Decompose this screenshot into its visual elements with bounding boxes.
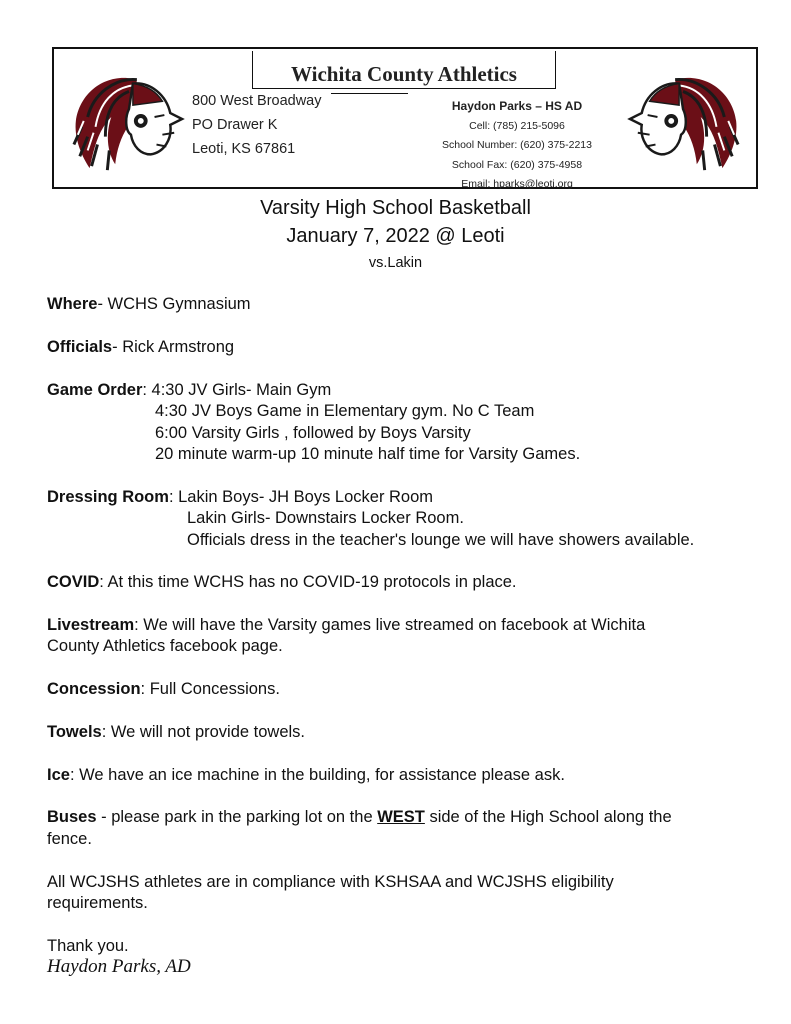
towels-line [47, 723, 305, 742]
address-line: 800 West Broadway [192, 93, 322, 109]
where-label: Where [47, 295, 98, 313]
where-line [47, 295, 251, 314]
school-number: School Number: (620) 375-2213 [441, 139, 592, 151]
game-order-label: Game Order [47, 381, 143, 399]
document-title: Varsity High School Basketball [260, 197, 531, 219]
title-rule [331, 93, 408, 94]
signature: Haydon Parks, AD [47, 956, 191, 977]
ice-line [47, 766, 565, 785]
where-text: - WCHS Gymnasium [97, 295, 251, 313]
school-address [192, 89, 322, 161]
opponent: vs.Lakin [368, 255, 423, 271]
address-line: PO Drawer K [192, 117, 278, 133]
buses-text: - please park in the parking lot on the [96, 808, 378, 826]
game-order-text: : 4:30 JV Girls- Main Gym [142, 381, 332, 399]
dressing-room-item: Officials dress in the teacher's lounge we will have showers available. [187, 531, 695, 549]
covid-label: COVID [47, 573, 100, 591]
contact-email: Email: hparks@leoti.org [461, 178, 573, 190]
covid-line [47, 573, 517, 592]
letterhead-title-box [252, 51, 556, 89]
game-order-item: 6:00 Varsity Girls , followed by Boys Varsity [155, 424, 471, 442]
covid-text: : At this time WCHS has no COVID-19 protocols in place. [99, 573, 517, 591]
organization-title: Wichita County Athletics [291, 62, 517, 86]
buses-emphasis: WEST [377, 808, 425, 826]
game-order-item: 20 minute warm-up 10 minute half time for Varsity Games. [155, 445, 581, 463]
school-fax: School Fax: (620) 375-4958 [451, 158, 583, 171]
concession-label: Concession [47, 680, 141, 698]
ice-text: : We have an ice machine in the building, for assistance please ask. [69, 766, 565, 784]
concession-line [47, 680, 280, 699]
officials-text: - Rick Armstrong [112, 338, 235, 356]
game-date-location: January 7, 2022 @ Leoti [286, 225, 505, 247]
game-order-line [47, 381, 331, 400]
ice-label: Ice [47, 766, 70, 784]
towels-text: : We will not provide towels. [101, 723, 305, 741]
buses-text-after: side of the High School along the [424, 808, 672, 826]
officials-label: Officials [47, 338, 113, 356]
livestream-continued: County Athletics facebook page. [47, 637, 283, 655]
cell-number: Cell: (785) 215-5096 [469, 119, 565, 132]
buses-label: Buses [47, 808, 97, 826]
address-line: Leoti, KS 67861 [192, 141, 296, 157]
dressing-room-text: : Lakin Boys- JH Boys Locker Room [168, 488, 434, 506]
dressing-room-line [47, 488, 433, 507]
livestream-line [47, 616, 645, 635]
livestream-text: : We will have the Varsity games live streamed on facebook at Wichita [134, 616, 646, 634]
eligibility-line: All WCJSHS athletes are in compliance with KSHSAA and WCJSHS eligibility [47, 873, 614, 891]
thank-you: Thank you. [47, 937, 129, 955]
buses-continued: fence. [47, 830, 92, 848]
game-order-item: 4:30 JV Boys Game in Elementary gym. No C Team [155, 402, 535, 420]
officials-line [47, 338, 234, 357]
contact-name: Haydon Parks – HS AD [451, 99, 583, 113]
buses-line [47, 808, 672, 827]
dressing-room-item: Lakin Girls- Downstairs Locker Room. [187, 509, 464, 527]
contact-info [412, 97, 622, 195]
dressing-room-label: Dressing Room [47, 488, 169, 506]
concession-text: : Full Concessions. [140, 680, 280, 698]
letterhead [52, 47, 758, 189]
towels-label: Towels [47, 723, 102, 741]
indian-chief-headdress-icon [626, 61, 744, 173]
livestream-label: Livestream [47, 616, 135, 634]
eligibility-continued: requirements. [47, 894, 148, 912]
indian-chief-headdress-icon [68, 61, 186, 173]
